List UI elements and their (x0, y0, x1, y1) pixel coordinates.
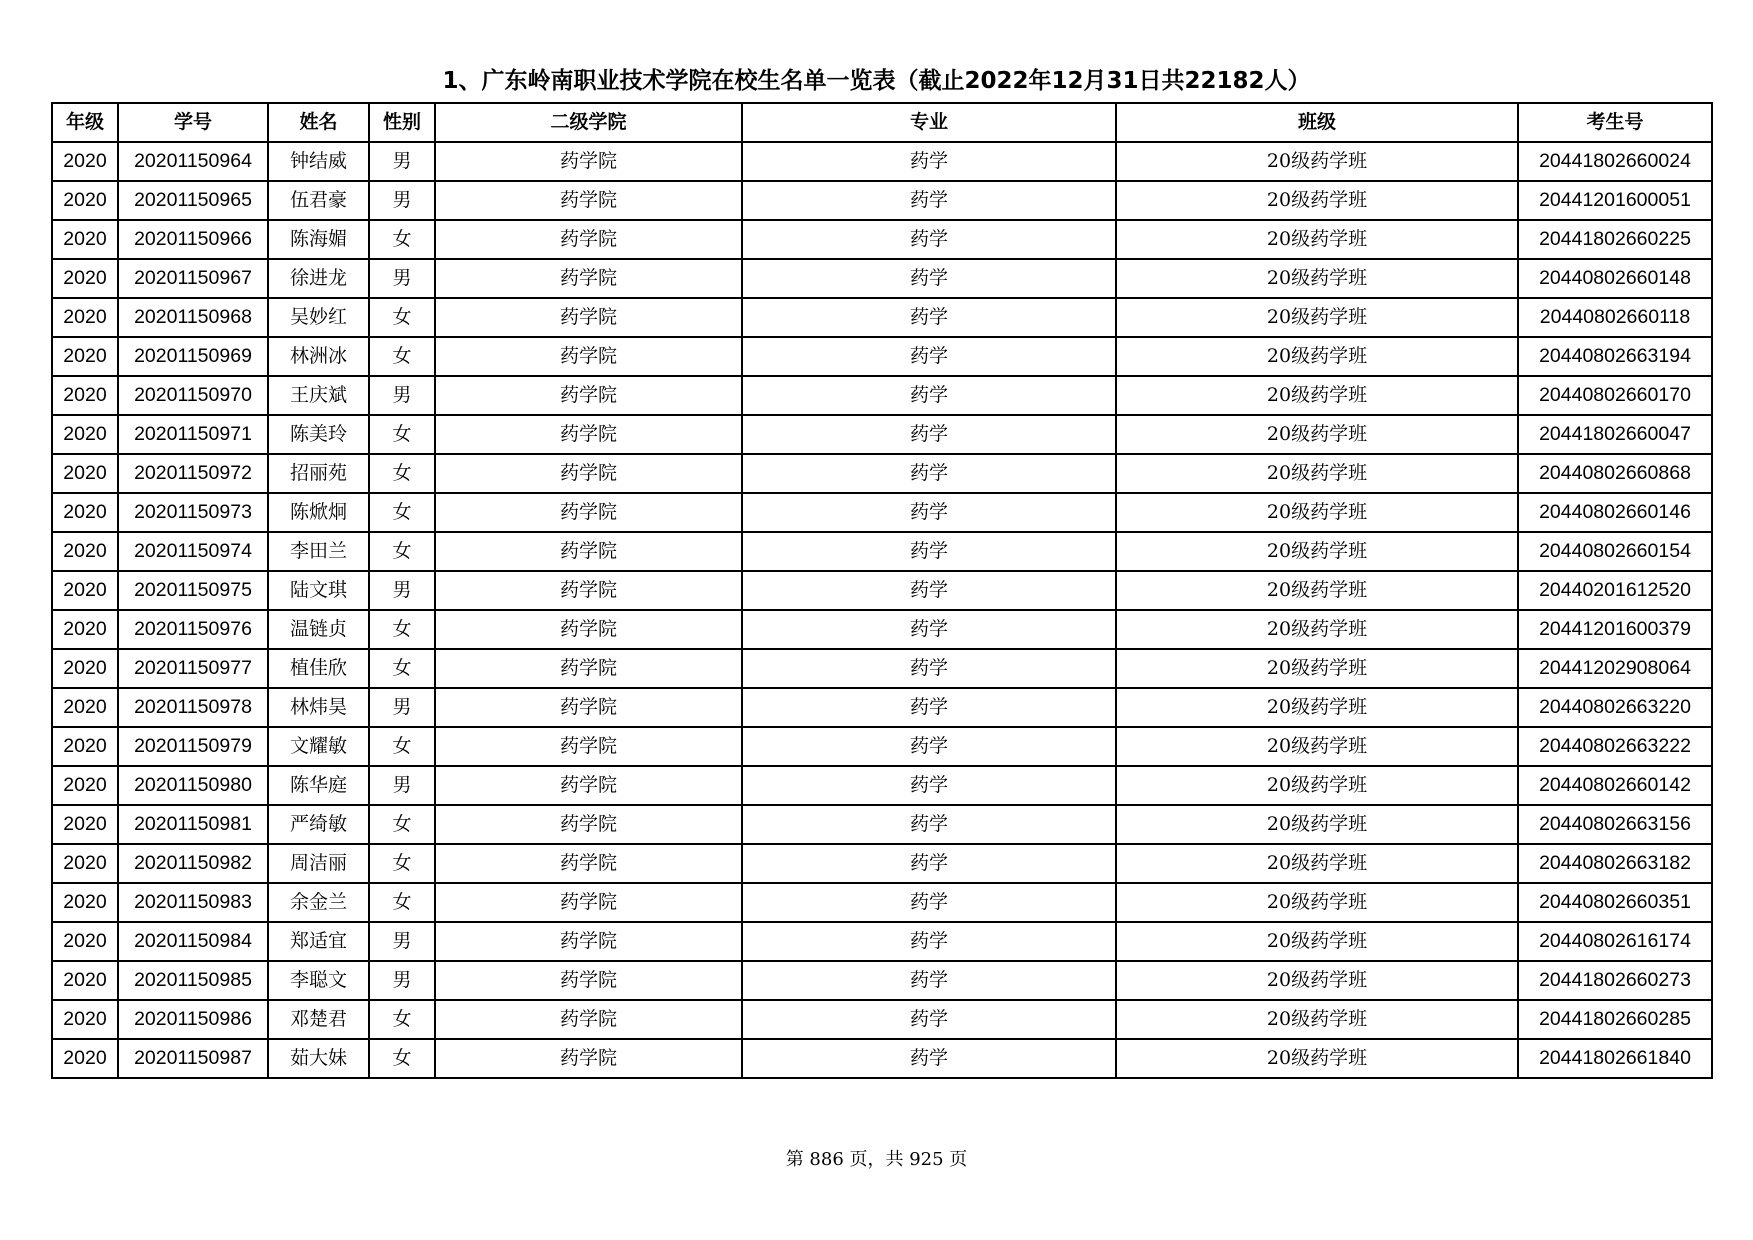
major-cell: 药学 (742, 688, 1116, 727)
major-cell: 药学 (742, 610, 1116, 649)
exam-number-cell: 20441802660273 (1518, 961, 1712, 1000)
name-cell: 陈华庭 (268, 766, 369, 805)
student-id-cell: 20201150974 (118, 532, 268, 571)
college-cell: 药学院 (435, 766, 742, 805)
name-cell: 李田兰 (268, 532, 369, 571)
table-row (52, 532, 1712, 571)
table-header-row (52, 103, 1712, 142)
major-cell: 药学 (742, 883, 1116, 922)
exam-number-cell: 20441802661840 (1518, 1039, 1712, 1078)
class-cell: 20级药学班 (1116, 1000, 1518, 1039)
student-id-cell: 20201150967 (118, 259, 268, 298)
major-cell: 药学 (742, 415, 1116, 454)
grade-cell: 2020 (52, 298, 118, 337)
class-cell: 20级药学班 (1116, 493, 1518, 532)
student-id-cell: 20201150985 (118, 961, 268, 1000)
major-cell: 药学 (742, 649, 1116, 688)
exam-number-cell: 20440802660170 (1518, 376, 1712, 415)
table-row (52, 571, 1712, 610)
exam-number-cell: 20441201600379 (1518, 610, 1712, 649)
table-body (52, 142, 1712, 1078)
class-cell: 20级药学班 (1116, 766, 1518, 805)
name-cell: 徐进龙 (268, 259, 369, 298)
name-cell: 周洁丽 (268, 844, 369, 883)
name-cell: 植佳欣 (268, 649, 369, 688)
column-header-college: 二级学院 (435, 103, 742, 142)
gender-cell: 男 (369, 181, 435, 220)
name-cell: 茹大妹 (268, 1039, 369, 1078)
table-row (52, 220, 1712, 259)
college-cell: 药学院 (435, 922, 742, 961)
name-cell: 林洲冰 (268, 337, 369, 376)
table-row (52, 142, 1712, 181)
student-id-cell: 20201150982 (118, 844, 268, 883)
class-cell: 20级药学班 (1116, 376, 1518, 415)
gender-cell: 男 (369, 766, 435, 805)
major-cell: 药学 (742, 454, 1116, 493)
column-header-class: 班级 (1116, 103, 1518, 142)
student-id-cell: 20201150970 (118, 376, 268, 415)
gender-cell: 女 (369, 220, 435, 259)
table-row (52, 181, 1712, 220)
student-id-cell: 20201150969 (118, 337, 268, 376)
student-id-cell: 20201150976 (118, 610, 268, 649)
gender-cell: 男 (369, 571, 435, 610)
student-id-cell: 20201150979 (118, 727, 268, 766)
table-row (52, 298, 1712, 337)
column-header-major: 专业 (742, 103, 1116, 142)
grade-cell: 2020 (52, 766, 118, 805)
gender-cell: 女 (369, 454, 435, 493)
grade-cell: 2020 (52, 922, 118, 961)
page-footer: 第 886 页，共 925 页 (785, 1149, 968, 1170)
class-cell: 20级药学班 (1116, 532, 1518, 571)
college-cell: 药学院 (435, 337, 742, 376)
college-cell: 药学院 (435, 649, 742, 688)
class-cell: 20级药学班 (1116, 688, 1518, 727)
class-cell: 20级药学班 (1116, 337, 1518, 376)
exam-number-cell: 20441802660024 (1518, 142, 1712, 181)
gender-cell: 男 (369, 922, 435, 961)
major-cell: 药学 (742, 337, 1116, 376)
name-cell: 陆文琪 (268, 571, 369, 610)
class-cell: 20级药学班 (1116, 142, 1518, 181)
student-id-cell: 20201150968 (118, 298, 268, 337)
student-id-cell: 20201150971 (118, 415, 268, 454)
grade-cell: 2020 (52, 1039, 118, 1078)
table-row (52, 259, 1712, 298)
exam-number-cell: 20440802660148 (1518, 259, 1712, 298)
grade-cell: 2020 (52, 142, 118, 181)
grade-cell: 2020 (52, 649, 118, 688)
exam-number-cell: 20440802660154 (1518, 532, 1712, 571)
column-header-name: 姓名 (268, 103, 369, 142)
gender-cell: 女 (369, 532, 435, 571)
exam-number-cell: 20440802663156 (1518, 805, 1712, 844)
table-row (52, 688, 1712, 727)
college-cell: 药学院 (435, 415, 742, 454)
college-cell: 药学院 (435, 688, 742, 727)
name-cell: 严绮敏 (268, 805, 369, 844)
grade-cell: 2020 (52, 805, 118, 844)
name-cell: 王庆斌 (268, 376, 369, 415)
table-row (52, 649, 1712, 688)
gender-cell: 女 (369, 1039, 435, 1078)
student-id-cell: 20201150973 (118, 493, 268, 532)
table-row (52, 766, 1712, 805)
name-cell: 吴妙红 (268, 298, 369, 337)
major-cell: 药学 (742, 1000, 1116, 1039)
table-row (52, 805, 1712, 844)
grade-cell: 2020 (52, 883, 118, 922)
name-cell: 陈美玲 (268, 415, 369, 454)
grade-cell: 2020 (52, 610, 118, 649)
name-cell: 文耀敏 (268, 727, 369, 766)
name-cell: 钟结威 (268, 142, 369, 181)
grade-cell: 2020 (52, 259, 118, 298)
name-cell: 温链贞 (268, 610, 369, 649)
major-cell: 药学 (742, 142, 1116, 181)
class-cell: 20级药学班 (1116, 181, 1518, 220)
student-id-cell: 20201150977 (118, 649, 268, 688)
gender-cell: 女 (369, 649, 435, 688)
student-id-cell: 20201150965 (118, 181, 268, 220)
college-cell: 药学院 (435, 259, 742, 298)
grade-cell: 2020 (52, 688, 118, 727)
class-cell: 20级药学班 (1116, 220, 1518, 259)
exam-number-cell: 20440802663182 (1518, 844, 1712, 883)
grade-cell: 2020 (52, 415, 118, 454)
college-cell: 药学院 (435, 961, 742, 1000)
grade-cell: 2020 (52, 571, 118, 610)
college-cell: 药学院 (435, 220, 742, 259)
class-cell: 20级药学班 (1116, 571, 1518, 610)
name-cell: 伍君豪 (268, 181, 369, 220)
table-row (52, 844, 1712, 883)
student-id-cell: 20201150978 (118, 688, 268, 727)
exam-number-cell: 20440802660868 (1518, 454, 1712, 493)
grade-cell: 2020 (52, 376, 118, 415)
grade-cell: 2020 (52, 454, 118, 493)
gender-cell: 女 (369, 493, 435, 532)
name-cell: 余金兰 (268, 883, 369, 922)
class-cell: 20级药学班 (1116, 844, 1518, 883)
gender-cell: 男 (369, 961, 435, 1000)
table-row (52, 1039, 1712, 1078)
exam-number-cell: 20441802660047 (1518, 415, 1712, 454)
exam-number-cell: 20441201600051 (1518, 181, 1712, 220)
page-title: 1、广东岭南职业技术学院在校生名单一览表（截止2022年12月31日共22182人） (442, 68, 1311, 94)
gender-cell: 男 (369, 259, 435, 298)
class-cell: 20级药学班 (1116, 1039, 1518, 1078)
table-row (52, 376, 1712, 415)
student-id-cell: 20201150987 (118, 1039, 268, 1078)
grade-cell: 2020 (52, 961, 118, 1000)
student-id-cell: 20201150984 (118, 922, 268, 961)
gender-cell: 女 (369, 298, 435, 337)
major-cell: 药学 (742, 298, 1116, 337)
major-cell: 药学 (742, 961, 1116, 1000)
major-cell: 药学 (742, 571, 1116, 610)
exam-number-cell: 20440802663220 (1518, 688, 1712, 727)
gender-cell: 男 (369, 142, 435, 181)
grade-cell: 2020 (52, 493, 118, 532)
class-cell: 20级药学班 (1116, 805, 1518, 844)
student-id-cell: 20201150972 (118, 454, 268, 493)
college-cell: 药学院 (435, 610, 742, 649)
college-cell: 药学院 (435, 1000, 742, 1039)
class-cell: 20级药学班 (1116, 298, 1518, 337)
name-cell: 邓楚君 (268, 1000, 369, 1039)
college-cell: 药学院 (435, 883, 742, 922)
college-cell: 药学院 (435, 1039, 742, 1078)
college-cell: 药学院 (435, 532, 742, 571)
exam-number-cell: 20441202908064 (1518, 649, 1712, 688)
class-cell: 20级药学班 (1116, 883, 1518, 922)
column-header-gender: 性别 (369, 103, 435, 142)
gender-cell: 女 (369, 805, 435, 844)
major-cell: 药学 (742, 532, 1116, 571)
student-id-cell: 20201150975 (118, 571, 268, 610)
class-cell: 20级药学班 (1116, 259, 1518, 298)
exam-number-cell: 20440201612520 (1518, 571, 1712, 610)
table-row (52, 1000, 1712, 1039)
gender-cell: 女 (369, 844, 435, 883)
class-cell: 20级药学班 (1116, 649, 1518, 688)
student-id-cell: 20201150966 (118, 220, 268, 259)
name-cell: 陈焮炯 (268, 493, 369, 532)
grade-cell: 2020 (52, 220, 118, 259)
exam-number-cell: 20440802660142 (1518, 766, 1712, 805)
major-cell: 药学 (742, 181, 1116, 220)
grade-cell: 2020 (52, 1000, 118, 1039)
class-cell: 20级药学班 (1116, 727, 1518, 766)
gender-cell: 男 (369, 376, 435, 415)
college-cell: 药学院 (435, 805, 742, 844)
major-cell: 药学 (742, 766, 1116, 805)
major-cell: 药学 (742, 922, 1116, 961)
gender-cell: 男 (369, 688, 435, 727)
name-cell: 陈海媚 (268, 220, 369, 259)
exam-number-cell: 20440802663222 (1518, 727, 1712, 766)
table-row (52, 610, 1712, 649)
college-cell: 药学院 (435, 298, 742, 337)
grade-cell: 2020 (52, 727, 118, 766)
exam-number-cell: 20441802660225 (1518, 220, 1712, 259)
class-cell: 20级药学班 (1116, 454, 1518, 493)
college-cell: 药学院 (435, 376, 742, 415)
column-header-student-id: 学号 (118, 103, 268, 142)
gender-cell: 女 (369, 1000, 435, 1039)
major-cell: 药学 (742, 220, 1116, 259)
grade-cell: 2020 (52, 337, 118, 376)
student-id-cell: 20201150983 (118, 883, 268, 922)
table-row (52, 454, 1712, 493)
college-cell: 药学院 (435, 727, 742, 766)
class-cell: 20级药学班 (1116, 415, 1518, 454)
class-cell: 20级药学班 (1116, 922, 1518, 961)
major-cell: 药学 (742, 844, 1116, 883)
table-row (52, 493, 1712, 532)
major-cell: 药学 (742, 259, 1116, 298)
college-cell: 药学院 (435, 181, 742, 220)
class-cell: 20级药学班 (1116, 961, 1518, 1000)
exam-number-cell: 20440802616174 (1518, 922, 1712, 961)
exam-number-cell: 20441802660285 (1518, 1000, 1712, 1039)
grade-cell: 2020 (52, 844, 118, 883)
exam-number-cell: 20440802663194 (1518, 337, 1712, 376)
table-row (52, 883, 1712, 922)
exam-number-cell: 20440802660146 (1518, 493, 1712, 532)
table-row (52, 337, 1712, 376)
name-cell: 林炜昊 (268, 688, 369, 727)
college-cell: 药学院 (435, 844, 742, 883)
major-cell: 药学 (742, 376, 1116, 415)
name-cell: 招丽苑 (268, 454, 369, 493)
exam-number-cell: 20440802660351 (1518, 883, 1712, 922)
exam-number-cell: 20440802660118 (1518, 298, 1712, 337)
major-cell: 药学 (742, 1039, 1116, 1078)
column-header-grade: 年级 (52, 103, 118, 142)
table-row (52, 727, 1712, 766)
gender-cell: 女 (369, 727, 435, 766)
gender-cell: 女 (369, 337, 435, 376)
column-header-exam-number: 考生号 (1518, 103, 1712, 142)
name-cell: 郑适宜 (268, 922, 369, 961)
table-row (52, 961, 1712, 1000)
gender-cell: 女 (369, 883, 435, 922)
college-cell: 药学院 (435, 142, 742, 181)
name-cell: 李聪文 (268, 961, 369, 1000)
gender-cell: 女 (369, 610, 435, 649)
major-cell: 药学 (742, 727, 1116, 766)
college-cell: 药学院 (435, 493, 742, 532)
student-id-cell: 20201150964 (118, 142, 268, 181)
student-roster-table (51, 102, 1713, 1079)
student-id-cell: 20201150980 (118, 766, 268, 805)
grade-cell: 2020 (52, 532, 118, 571)
student-id-cell: 20201150986 (118, 1000, 268, 1039)
class-cell: 20级药学班 (1116, 610, 1518, 649)
college-cell: 药学院 (435, 571, 742, 610)
major-cell: 药学 (742, 805, 1116, 844)
student-id-cell: 20201150981 (118, 805, 268, 844)
major-cell: 药学 (742, 493, 1116, 532)
table-row (52, 922, 1712, 961)
college-cell: 药学院 (435, 454, 742, 493)
gender-cell: 女 (369, 415, 435, 454)
table-row (52, 415, 1712, 454)
grade-cell: 2020 (52, 181, 118, 220)
